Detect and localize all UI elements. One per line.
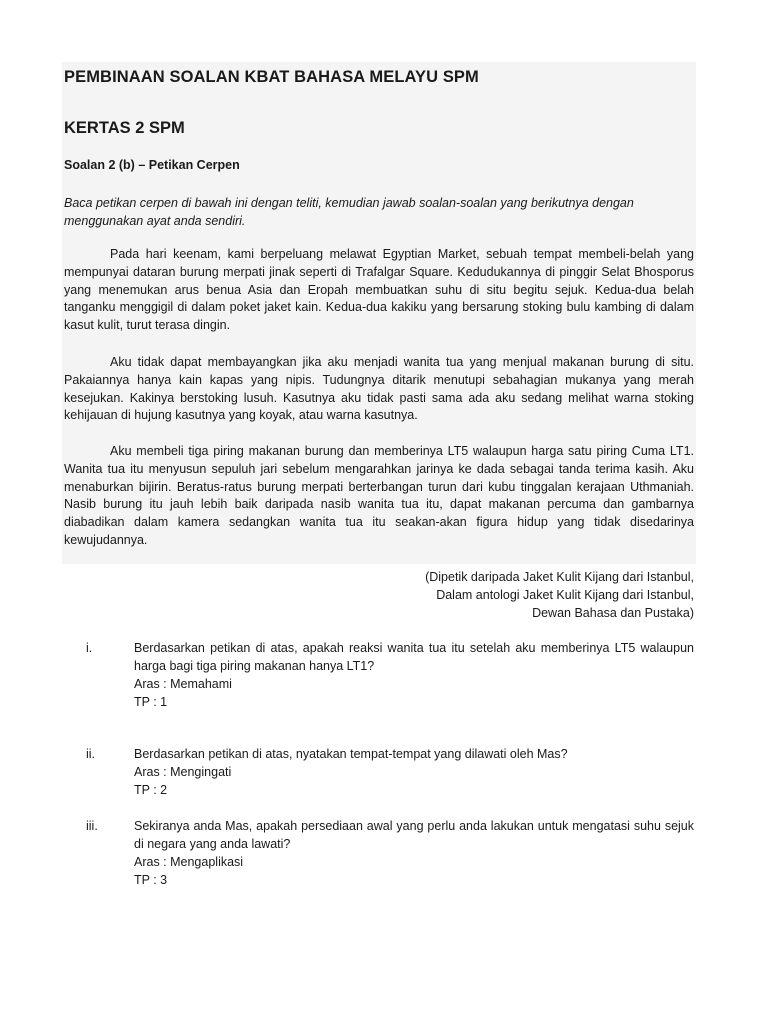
- passage-paragraph-1: Pada hari keenam, kami berpeluang melawat Egyptian Market, sebuah tempat membeli-belah yang mempunyai dataran burung merpati jinak seperti di Trafalgar Square. Kedudukannya di pinggir Selat Bhosporus yang menemukan arus benua Asia dan Eropah membuatkan suhu di situ begitu sejuk. Kedua-dua belah tanganku menggigil di dalam poket jaket kain. Kedua-dua kakiku yang bersarung stoking bulu kambing di dalam kasut kulit, turut terasa dingin.: [64, 247, 694, 333]
- question-level: Aras : Mengaplikasi: [134, 855, 244, 869]
- instruction-text: Baca petikan cerpen di bawah ini dengan teliti, kemudian jawab soalan-soalan yang berikutnya dengan menggunakan ayat anda sendiri.: [64, 196, 634, 228]
- question-tp: TP : 3: [134, 873, 168, 887]
- question-text: Berdasarkan petikan di atas, apakah reaksi wanita tua itu setelah aku memberinya LT5 walaupun harga bagi tiga piring makanan hanya LT1?: [134, 641, 694, 673]
- document-subtitle: KERTAS 2 SPM: [64, 119, 185, 137]
- question-level: Aras : Memahami: [134, 677, 232, 691]
- question-tp: TP : 1: [134, 695, 168, 709]
- passage-paragraph-3: Aku membeli tiga piring makanan burung dan memberinya LT5 walaupun harga satu piring Cuma LT1. Wanita tua itu menyusun sepuluh jari sebelum mengarahkan jarinya ke dada sebagai tanda terima kasih. Aku menaburkan bijirin. Beratus-ratus burung merpati berterbangan turun dari kubu tinggalan kerajaan Uthmaniah. Nasib burung itu jauh lebih baik daripada nasib wanita tua itu, dapat makanan percuma dan gambarnya diabadikan dalam kamera sedangkan wanita tua itu seakan-akan figura hidup yang tidak disedarinya kewujudannya.: [64, 444, 694, 547]
- source-citation: [294, 568, 694, 622]
- question-text: Sekiranya anda Mas, apakah persediaan awal yang perlu anda lakukan untuk mengatasi suhu sejuk di negara yang anda lawati?: [134, 819, 694, 851]
- question-text: Berdasarkan petikan di atas, nyatakan tempat-tempat yang dilawati oleh Mas?: [134, 747, 568, 761]
- passage-paragraph-2: Aku tidak dapat membayangkan jika aku menjadi wanita tua yang menjual makanan burung di situ. Pakaiannya hanya kain kapas yang nipis. Tudungnya ditarik menutupi sebahagian mukanya yang merah kesejukan. Kakinya berstoking lusuh. Kasutnya aku tidak pasti sama ada aku sedang melihat warna stoking kehijauan di hujung kasutnya yang koyak, atau warna kasutnya.: [64, 355, 694, 423]
- source-line-1: (Dipetik daripada Jaket Kulit Kijang dari Istanbul,: [425, 570, 694, 584]
- question-level: Aras : Mengingati: [134, 765, 232, 779]
- source-line-2: Dalam antologi Jaket Kulit Kijang dari Istanbul,: [436, 588, 694, 602]
- question-body: [134, 745, 694, 799]
- question-body: [134, 817, 694, 889]
- question-number: ii.: [86, 747, 96, 761]
- question-body: [134, 639, 694, 711]
- document-title: PEMBINAAN SOALAN KBAT BAHASA MELAYU SPM: [64, 68, 479, 86]
- source-line-3: Dewan Bahasa dan Pustaka): [532, 606, 694, 620]
- question-tp: TP : 2: [134, 783, 168, 797]
- question-number: iii.: [86, 819, 98, 833]
- section-heading: Soalan 2 (b) – Petikan Cerpen: [64, 158, 240, 172]
- question-number: i.: [86, 641, 93, 655]
